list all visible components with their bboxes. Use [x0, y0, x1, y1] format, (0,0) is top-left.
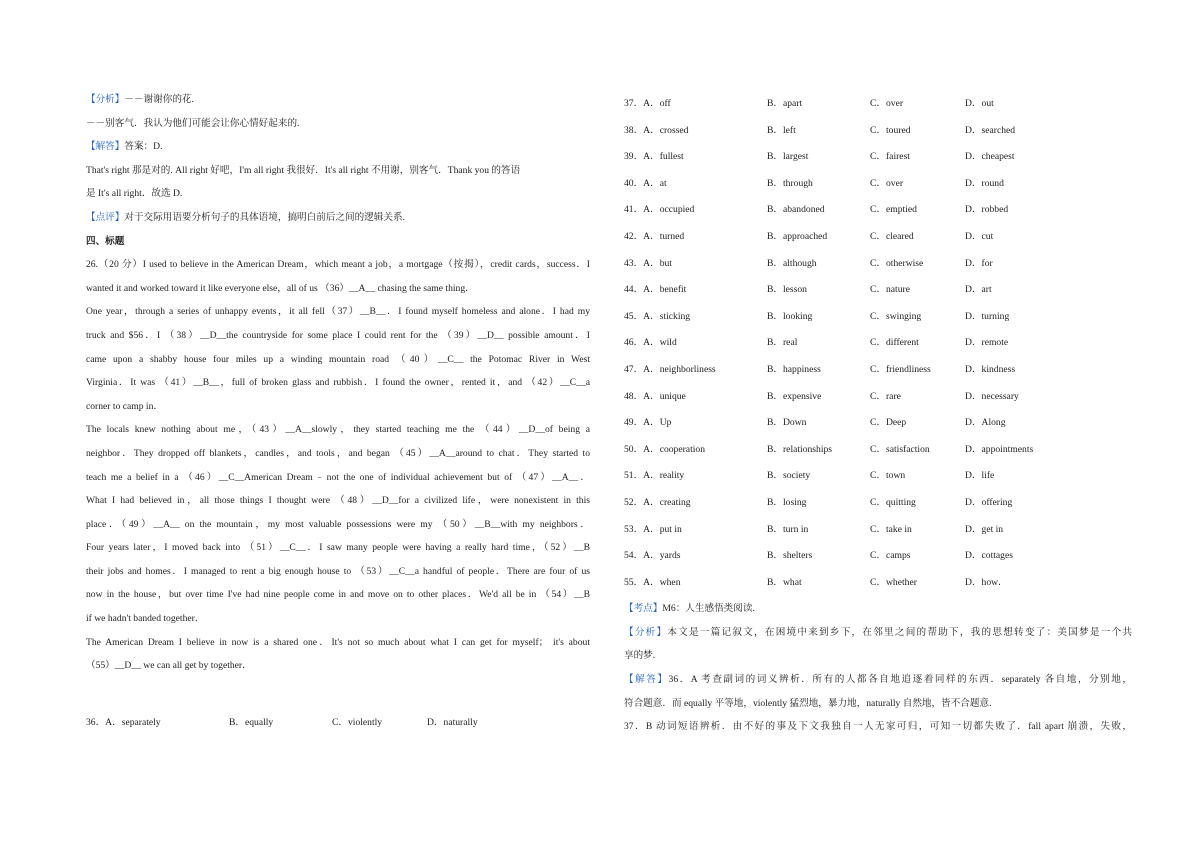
- passage-line: if we hadn't banded together．: [86, 613, 205, 625]
- option-row: [624, 171, 1132, 198]
- option-d: D．how．: [965, 576, 1008, 588]
- passage-line: What I had believed in，all those things I thought were （48）__D__for a civilized life，were nonexistent in this: [86, 495, 590, 507]
- option-c: C．quitting: [870, 496, 916, 508]
- option-a: 55．A．when: [624, 576, 681, 588]
- option-b: B．society: [767, 470, 811, 482]
- right-column: [624, 91, 1132, 739]
- option-b: B．abandoned: [767, 204, 825, 216]
- option-a: 54．A．yards: [624, 550, 681, 562]
- option-d: D．out: [965, 98, 994, 109]
- option-b: B．real: [767, 337, 798, 349]
- solution-line-1: 【解答】答案：D.: [86, 141, 163, 153]
- knowledge-point-line: 【考点】M6：人生感悟类阅读.: [624, 603, 755, 615]
- option-b: B．what: [767, 576, 802, 588]
- option-a: 48．A．unique: [624, 390, 686, 402]
- option-b: B．although: [767, 257, 817, 269]
- option-c: C．over: [870, 177, 904, 189]
- option-a: 45．A．sticking: [624, 310, 691, 322]
- option-d: D．remote: [965, 337, 1009, 349]
- option-a: 42．A．turned: [624, 230, 685, 242]
- option-row: [624, 251, 1132, 278]
- option-c: C．camps: [870, 550, 911, 562]
- option-d: D．get in: [965, 523, 1004, 535]
- option-d: D．cottages: [965, 550, 1013, 562]
- option-row: [624, 330, 1132, 357]
- option-a: 46．A．wild: [624, 337, 677, 349]
- option-row: [624, 144, 1132, 171]
- option-d: D．kindness: [965, 363, 1016, 375]
- option-d: D．life: [965, 470, 995, 482]
- option-c: C．different: [870, 337, 919, 349]
- option-b: B．approached: [767, 230, 828, 242]
- option-c: C．take in: [870, 523, 912, 535]
- option-c: C．swinging: [870, 310, 922, 322]
- solution-line-3: 是 It's all right．故选 D.: [86, 188, 183, 200]
- passage-line: corner to camp in．: [86, 400, 163, 412]
- solution-line: 【解答】36．A 考查副词的词义辨析．所有的人都各自地追逐着同样的东西．separately 各自地，分别地，: [624, 674, 1132, 686]
- option-b: B．largest: [767, 151, 809, 163]
- section-heading: 四、标题: [86, 235, 125, 247]
- solution-line-2: 符合题意．而 equally 平等地，violently 猛烈地，暴力地，naturally 自然地，皆不合题意.: [624, 697, 992, 709]
- passage-line: Virginia．It was （41）__B__，full of broken glass and rubbish．I found the owner，rented it，and （42）__C__a: [86, 377, 590, 389]
- option-row: [624, 277, 1132, 304]
- option-row: [624, 91, 1132, 118]
- option-d: D．robbed: [965, 204, 1009, 216]
- option-d: D．for: [965, 257, 993, 269]
- option-b: B．turn in: [767, 523, 809, 535]
- passage-line: neighbor．They dropped off blankets，candles，and tools，and began （45）__A__around to chat．They started to: [86, 447, 590, 459]
- option-a: 47．A．neighborliness: [624, 363, 716, 375]
- analysis-tag: 【分析】: [624, 626, 668, 638]
- option-b: B．apart: [767, 98, 803, 109]
- option-row: [624, 384, 1132, 411]
- option-d: D．Along: [965, 417, 1006, 429]
- option-c: C．rare: [870, 390, 901, 402]
- comment-line: 【点评】对于交际用语要分析句子的具体语境，搞明白前后之间的逻辑关系.: [86, 211, 405, 223]
- option-a: 38．A．crossed: [624, 124, 689, 136]
- option-a: 37．A．off: [624, 98, 671, 109]
- option-c: C．satisfaction: [870, 443, 930, 455]
- option-c: C．town: [870, 470, 906, 482]
- option-b: B．looking: [767, 310, 813, 322]
- knowledge-tag: 【考点】: [624, 603, 663, 615]
- option-row: [624, 490, 1132, 517]
- option-c: C．whether: [870, 576, 917, 588]
- passage-line: place．（49）__A__ on the mountain，my most valuable possessions were my （50）__B__with my neighbors．: [86, 518, 590, 530]
- option-a: 49．A．Up: [624, 417, 672, 429]
- passage-line: The American Dream I believe in now is a shared one．It's not so much about what I can get for myself； it's about: [86, 636, 590, 648]
- option-row: [624, 357, 1132, 384]
- option-b: B．shelters: [767, 550, 813, 562]
- solution-line-3: 37．B 动词短语辨析．由不好的事及下文我独自一人无家可归，可知一切都失败了．fall apart 崩溃，失败，: [624, 721, 1132, 733]
- passage-line: （55）__D__ we can all get by together．: [86, 660, 252, 672]
- option-b: B．lesson: [767, 284, 807, 296]
- passage-line: their jobs and homes．I managed to rent a big enough house to （53）__C__a handful of people．There are four of us: [86, 565, 590, 577]
- option-row: [624, 197, 1132, 224]
- passage: [86, 253, 590, 678]
- option-a: 40．A．at: [624, 177, 667, 189]
- option-d: D．naturally: [427, 716, 478, 728]
- passage-line: The locals knew nothing about me，（43）__A__slowly，they started teaching me the （44）__D__of being a: [86, 424, 590, 436]
- option-a: 36．A．separately: [86, 716, 161, 728]
- analysis-line-2: －－别客气．我认为他们可能会让你心情好起来的.: [86, 117, 300, 129]
- option-row: [624, 437, 1132, 464]
- option-row: [624, 570, 1132, 597]
- option-b: B．Down: [767, 417, 807, 429]
- options-36: [86, 710, 590, 737]
- option-c: C．over: [870, 98, 904, 109]
- option-a: 52．A．creating: [624, 496, 691, 508]
- option-b: B．expensive: [767, 390, 822, 402]
- analysis-line-1: 【分析】－－谢谢你的花.: [86, 94, 194, 105]
- analysis-line-2: 享的梦.: [624, 650, 656, 662]
- analysis-tag: 【分析】: [86, 94, 125, 105]
- option-b: B．equally: [229, 716, 274, 728]
- passage-line: teach me a belief in a （46）__C__American Dream﹣not the one of individual achievement but of （47）__A__．: [86, 471, 590, 483]
- comment-tag: 【点评】: [86, 211, 125, 223]
- option-d: D．searched: [965, 124, 1016, 136]
- option-row: [624, 517, 1132, 544]
- option-a: 43．A．but: [624, 257, 672, 269]
- option-a: 50．A．cooperation: [624, 443, 705, 455]
- passage-line: One year，through a series of unhappy events，it all fell（37）__B__．I found myself homeless and alone．I had my: [86, 306, 590, 318]
- option-c: C．violently: [332, 716, 383, 728]
- option-row: [624, 543, 1132, 570]
- option-c: C．nature: [870, 284, 910, 296]
- passage-line: truck and $56．I （38）__D__the countryside for some place I could rent for the （39）__D__ possible amount．I: [86, 329, 590, 341]
- option-c: C．otherwise: [870, 257, 924, 269]
- passage-line: came upon a shabby house four miles up a winding mountain road （40）__C__ the Potomac River in West: [86, 353, 590, 365]
- option-b: B．relationships: [767, 443, 833, 455]
- options-list: [624, 91, 1132, 596]
- option-c: C．friendliness: [870, 363, 931, 375]
- option-d: D．cut: [965, 230, 994, 242]
- option-row: [624, 118, 1132, 145]
- option-c: C．fairest: [870, 151, 910, 163]
- option-row: [624, 224, 1132, 251]
- passage-line: 26.（20 分）I used to believe in the American Dream，which meant a job，a mortgage（按揭），credit cards，success．I: [86, 259, 590, 271]
- option-a: 53．A．put in: [624, 523, 682, 535]
- option-c: C．cleared: [870, 230, 914, 242]
- option-d: D．art: [965, 284, 992, 296]
- option-d: D．necessary: [965, 390, 1019, 402]
- option-b: B．happiness: [767, 363, 821, 375]
- option-row: [624, 304, 1132, 331]
- passage-line: Four years later，I moved back into （51）__C__．I saw many people were having a really hard time，（52）__B: [86, 542, 590, 554]
- option-d: D．round: [965, 177, 1004, 189]
- option-b: B．through: [767, 177, 813, 189]
- option-row: [624, 410, 1132, 437]
- solution-tag: 【解答】: [86, 141, 125, 153]
- option-a: 41．A．occupied: [624, 204, 695, 216]
- option-d: D．appointments: [965, 443, 1034, 455]
- option-d: D．cheapest: [965, 151, 1015, 163]
- option-b: B．left: [767, 124, 796, 136]
- option-d: D．turning: [965, 310, 1010, 322]
- passage-line: now in the house，but over time I've had nine people come in and move on to other places．We'd all be in （54）__B: [86, 589, 590, 601]
- solution-line-2: That's right 那是对的. All right 好吧，I'm all right 我很好．It's all right 不用谢，别客气．Thank you 的答语: [86, 164, 521, 176]
- option-d: D．offering: [965, 496, 1013, 508]
- option-a: 39．A．fullest: [624, 151, 684, 163]
- option-c: C．toured: [870, 124, 911, 136]
- option-a: 44．A．benefit: [624, 284, 687, 296]
- left-column: [86, 88, 590, 736]
- analysis-line: 【分析】本文是一篇记叙文，在困境中来到乡下，在邻里之间的帮助下，我的思想转变了：美国梦是一个共: [624, 626, 1133, 638]
- solution-tag: 【解答】: [624, 674, 669, 686]
- option-row: [624, 463, 1132, 490]
- option-a: 51．A．reality: [624, 470, 685, 482]
- passage-line: wanted it and worked toward it like everyone else，all of us （36）__A__ chasing the same thing．: [86, 282, 475, 294]
- option-c: C．Deep: [870, 417, 907, 429]
- option-b: B．losing: [767, 496, 807, 508]
- option-c: C．emptied: [870, 204, 917, 216]
